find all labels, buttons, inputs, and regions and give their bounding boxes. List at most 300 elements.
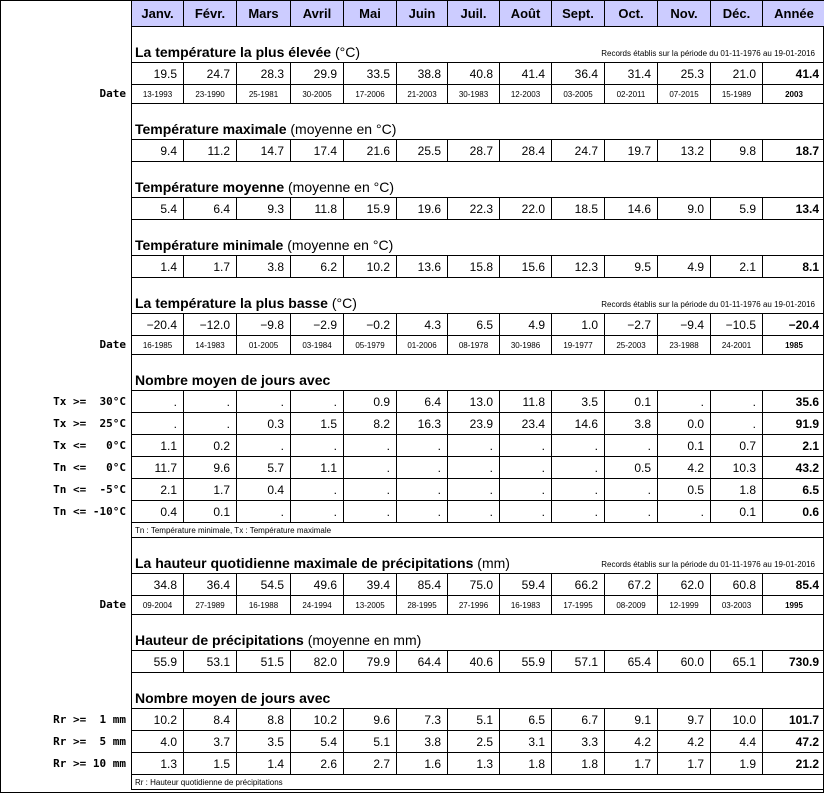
value-cell: 55.9: [500, 651, 552, 673]
value-cell: 8.4: [184, 709, 237, 731]
value-cell: 15.9: [344, 198, 397, 220]
value-cell: 43.2: [763, 457, 824, 479]
footnote: Tn : Température minimale, Tx : Température maximale: [132, 523, 824, 538]
value-cell: 6.5: [448, 314, 500, 336]
days-row: [132, 391, 824, 413]
value-cell: −9.4: [658, 314, 711, 336]
section-unit: (moyenne en °C): [288, 179, 394, 195]
value-cell: 2.1: [763, 435, 824, 457]
month-header: Mars: [237, 1, 291, 27]
value-cell: 60.8: [711, 574, 763, 596]
value-cell: 3.7: [184, 731, 237, 753]
value-cell: 16-1985: [132, 336, 184, 355]
value-cell: 4.2: [605, 731, 658, 753]
month-header: Sept.: [552, 1, 605, 27]
value-cell: 13.2: [658, 140, 711, 162]
section-title-text: Température moyenne: [135, 179, 285, 195]
value-cell: 21.2: [763, 753, 824, 775]
section-title-text: Température minimale: [135, 237, 284, 253]
value-cell: .: [552, 479, 605, 501]
note-row: [132, 523, 824, 538]
value-cell: 0.5: [658, 479, 711, 501]
value-cell: 29.9: [291, 63, 344, 85]
value-cell: −2.7: [605, 314, 658, 336]
value-cell: 9.3: [237, 198, 291, 220]
value-cell: 6.5: [763, 479, 824, 501]
value-cell: 13-1993: [132, 85, 184, 104]
value-cell: .: [552, 435, 605, 457]
value-cell: 15-1989: [711, 85, 763, 104]
value-cell: 1.8: [711, 479, 763, 501]
value-cell: 18.5: [552, 198, 605, 220]
value-cell: 1.7: [605, 753, 658, 775]
value-cell: 10.2: [344, 256, 397, 278]
value-cell: .: [291, 501, 344, 523]
month-header: Année: [763, 1, 824, 27]
value-cell: 67.2: [605, 574, 658, 596]
value-cell: 0.1: [184, 501, 237, 523]
value-cell: .: [711, 413, 763, 435]
value-cell: 10.0: [711, 709, 763, 731]
value-cell: 1.0: [552, 314, 605, 336]
month-header: Juil.: [448, 1, 500, 27]
value-cell: 55.9: [132, 651, 184, 673]
value-cell: 4.9: [658, 256, 711, 278]
value-cell: 7.3: [397, 709, 448, 731]
value-row: [132, 314, 824, 336]
value-cell: 5.1: [448, 709, 500, 731]
month-header: Févr.: [184, 1, 237, 27]
date-row: [132, 596, 824, 615]
value-cell: 31.4: [605, 63, 658, 85]
value-cell: .: [184, 413, 237, 435]
value-cell: 13.4: [763, 198, 824, 220]
value-cell: 30-1986: [500, 336, 552, 355]
section-title: [132, 27, 824, 63]
value-row: [132, 574, 824, 596]
value-cell: 8.8: [237, 709, 291, 731]
value-cell: .: [500, 501, 552, 523]
value-cell: 27-1989: [184, 596, 237, 615]
month-header: Août: [500, 1, 552, 27]
value-cell: 17-2006: [344, 85, 397, 104]
value-cell: −10.5: [711, 314, 763, 336]
value-cell: .: [448, 457, 500, 479]
value-cell: 09-2004: [132, 596, 184, 615]
value-cell: .: [552, 501, 605, 523]
row-label: Tx >= 25°C: [53, 416, 126, 430]
value-cell: 1.5: [184, 753, 237, 775]
section-title-row: [132, 538, 824, 574]
value-cell: 24.7: [184, 63, 237, 85]
value-cell: 18.7: [763, 140, 824, 162]
value-cell: −0.2: [344, 314, 397, 336]
value-cell: 41.4: [763, 63, 824, 85]
section-unit: (moyenne en °C): [290, 121, 397, 137]
month-header: Mai: [344, 1, 397, 27]
value-cell: 36.4: [184, 574, 237, 596]
value-cell: 17.4: [291, 140, 344, 162]
record-period-note: Records établis sur la période du 01-11-1976 au 19-01-2016: [601, 560, 815, 569]
value-cell: .: [237, 501, 291, 523]
value-cell: 9.8: [711, 140, 763, 162]
days-row: [132, 435, 824, 457]
value-cell: 5.9: [711, 198, 763, 220]
value-cell: 0.5: [605, 457, 658, 479]
value-cell: 03-2003: [711, 596, 763, 615]
value-cell: 16-1983: [500, 596, 552, 615]
value-cell: 8.2: [344, 413, 397, 435]
value-cell: 10.2: [291, 709, 344, 731]
value-cell: 11.8: [500, 391, 552, 413]
value-cell: 01-2006: [397, 336, 448, 355]
days-row: [132, 753, 824, 775]
value-cell: .: [552, 457, 605, 479]
value-cell: 2.1: [711, 256, 763, 278]
value-cell: 25.5: [397, 140, 448, 162]
value-cell: 23.4: [500, 413, 552, 435]
value-cell: 6.4: [184, 198, 237, 220]
value-cell: 25-1981: [237, 85, 291, 104]
value-cell: 40.6: [448, 651, 500, 673]
value-cell: 2.7: [344, 753, 397, 775]
value-cell: 1.4: [132, 256, 184, 278]
section-title-text: La hauteur quotidienne maximale de précipitations: [135, 555, 474, 571]
value-cell: 21.6: [344, 140, 397, 162]
value-cell: 08-1978: [448, 336, 500, 355]
value-cell: 35.6: [763, 391, 824, 413]
value-cell: 21.0: [711, 63, 763, 85]
value-cell: 3.8: [397, 731, 448, 753]
value-cell: 6.2: [291, 256, 344, 278]
value-cell: 1.4: [237, 753, 291, 775]
value-cell: 4.2: [658, 731, 711, 753]
value-cell: .: [658, 391, 711, 413]
value-cell: .: [237, 391, 291, 413]
value-cell: 64.4: [397, 651, 448, 673]
value-cell: 24-2001: [711, 336, 763, 355]
row-label: Date: [99, 87, 126, 100]
value-cell: 30-2005: [291, 85, 344, 104]
value-cell: 3.1: [500, 731, 552, 753]
value-cell: .: [132, 413, 184, 435]
section-title-row: [132, 27, 824, 63]
value-cell: 5.1: [344, 731, 397, 753]
row-label: Rr >= 5 mm: [53, 734, 126, 748]
value-cell: 13.6: [397, 256, 448, 278]
date-row: [132, 85, 824, 104]
value-cell: 16-1988: [237, 596, 291, 615]
row-label: Tx <= 0°C: [53, 438, 126, 452]
value-cell: .: [500, 479, 552, 501]
value-cell: .: [500, 457, 552, 479]
section-title-row: [132, 673, 824, 709]
value-cell: 2.6: [291, 753, 344, 775]
value-cell: 12-1999: [658, 596, 711, 615]
value-cell: 28.4: [500, 140, 552, 162]
section-unit: (°C): [334, 44, 361, 60]
value-cell: 9.6: [184, 457, 237, 479]
value-cell: 25-2003: [605, 336, 658, 355]
value-cell: 21-2003: [397, 85, 448, 104]
value-cell: 47.2: [763, 731, 824, 753]
value-cell: .: [605, 501, 658, 523]
value-cell: .: [184, 391, 237, 413]
value-cell: 0.0: [658, 413, 711, 435]
value-cell: 1995: [763, 596, 824, 615]
value-cell: 9.0: [658, 198, 711, 220]
value-cell: .: [448, 479, 500, 501]
value-cell: −12.0: [184, 314, 237, 336]
value-cell: 34.8: [132, 574, 184, 596]
value-cell: 16.3: [397, 413, 448, 435]
value-cell: 11.7: [132, 457, 184, 479]
section-title: [132, 104, 824, 140]
value-cell: 4.2: [658, 457, 711, 479]
value-cell: 4.9: [500, 314, 552, 336]
value-cell: 101.7: [763, 709, 824, 731]
section-title: [132, 538, 824, 574]
value-cell: 38.8: [397, 63, 448, 85]
value-cell: .: [397, 479, 448, 501]
value-cell: .: [448, 435, 500, 457]
value-cell: 6.4: [397, 391, 448, 413]
value-cell: 39.4: [344, 574, 397, 596]
value-cell: 19.7: [605, 140, 658, 162]
month-header-row: [132, 1, 824, 27]
value-cell: 730.9: [763, 651, 824, 673]
value-cell: 9.6: [344, 709, 397, 731]
value-row: [132, 256, 824, 278]
value-cell: 1.9: [711, 753, 763, 775]
value-cell: 17-1995: [552, 596, 605, 615]
row-label: Tn <= -10°C: [53, 504, 126, 518]
value-cell: 23-1990: [184, 85, 237, 104]
value-cell: 5.4: [291, 731, 344, 753]
value-cell: 28-1995: [397, 596, 448, 615]
value-cell: 13.0: [448, 391, 500, 413]
value-cell: 27-1996: [448, 596, 500, 615]
value-cell: 85.4: [763, 574, 824, 596]
value-cell: 11.8: [291, 198, 344, 220]
value-cell: 14.6: [552, 413, 605, 435]
value-cell: 1985: [763, 336, 824, 355]
value-cell: 1.1: [291, 457, 344, 479]
days-row: [132, 479, 824, 501]
value-cell: −2.9: [291, 314, 344, 336]
value-cell: 1.1: [132, 435, 184, 457]
value-cell: 1.6: [397, 753, 448, 775]
value-cell: .: [237, 435, 291, 457]
value-cell: 10.3: [711, 457, 763, 479]
value-cell: 01-2005: [237, 336, 291, 355]
value-cell: .: [344, 435, 397, 457]
section-unit: (mm): [477, 555, 510, 571]
section-title-text: Température maximale: [135, 121, 287, 137]
value-cell: 19-1977: [552, 336, 605, 355]
days-row: [132, 457, 824, 479]
value-cell: 0.3: [237, 413, 291, 435]
climate-table: [131, 0, 824, 790]
value-cell: .: [658, 501, 711, 523]
days-row: [132, 501, 824, 523]
month-header: Déc.: [711, 1, 763, 27]
section-title: [132, 615, 824, 651]
value-cell: 2.5: [448, 731, 500, 753]
value-cell: 2003: [763, 85, 824, 104]
record-period-note: Records établis sur la période du 01-11-1976 au 19-01-2016: [601, 300, 815, 309]
value-cell: 0.6: [763, 501, 824, 523]
value-cell: .: [397, 435, 448, 457]
month-header: Juin: [397, 1, 448, 27]
date-row: [132, 336, 824, 355]
month-header: Nov.: [658, 1, 711, 27]
value-cell: 07-2015: [658, 85, 711, 104]
value-cell: 6.7: [552, 709, 605, 731]
section-title-row: [132, 355, 824, 391]
value-cell: 14.7: [237, 140, 291, 162]
value-cell: 1.8: [552, 753, 605, 775]
value-cell: −20.4: [132, 314, 184, 336]
value-cell: .: [397, 501, 448, 523]
value-cell: .: [344, 501, 397, 523]
value-cell: 1.3: [132, 753, 184, 775]
value-row: [132, 651, 824, 673]
value-cell: 22.3: [448, 198, 500, 220]
section-title: [132, 673, 824, 709]
value-cell: 10.2: [132, 709, 184, 731]
value-cell: 0.7: [711, 435, 763, 457]
value-cell: 54.5: [237, 574, 291, 596]
row-label: Tx >= 30°C: [53, 394, 126, 408]
value-cell: 53.1: [184, 651, 237, 673]
value-cell: 9.4: [132, 140, 184, 162]
section-title-text: Nombre moyen de jours avec: [135, 690, 331, 706]
value-cell: 12.3: [552, 256, 605, 278]
value-cell: .: [291, 435, 344, 457]
value-cell: 19.5: [132, 63, 184, 85]
value-cell: 65.4: [605, 651, 658, 673]
row-label: Date: [99, 338, 126, 351]
section-title: [132, 162, 824, 198]
section-unit: (moyenne en mm): [307, 632, 422, 648]
value-cell: 15.6: [500, 256, 552, 278]
value-cell: 9.1: [605, 709, 658, 731]
row-label: Date: [99, 598, 126, 611]
value-cell: 22.0: [500, 198, 552, 220]
section-title-row: [132, 278, 824, 314]
section-title: [132, 278, 824, 314]
value-cell: 08-2009: [605, 596, 658, 615]
value-cell: .: [448, 501, 500, 523]
value-cell: 0.4: [132, 501, 184, 523]
value-cell: 1.7: [184, 479, 237, 501]
value-cell: 57.1: [552, 651, 605, 673]
value-cell: 49.6: [291, 574, 344, 596]
value-cell: 2.1: [132, 479, 184, 501]
value-cell: 19.6: [397, 198, 448, 220]
value-cell: 66.2: [552, 574, 605, 596]
value-cell: 3.5: [237, 731, 291, 753]
value-row: [132, 198, 824, 220]
value-cell: 24-1994: [291, 596, 344, 615]
value-cell: .: [132, 391, 184, 413]
value-cell: 40.8: [448, 63, 500, 85]
value-row: [132, 140, 824, 162]
value-cell: 4.4: [711, 731, 763, 753]
value-cell: 3.8: [605, 413, 658, 435]
value-cell: .: [291, 391, 344, 413]
section-title-row: [132, 220, 824, 256]
value-cell: 41.4: [500, 63, 552, 85]
value-cell: 03-2005: [552, 85, 605, 104]
section-unit: (moyenne en °C): [287, 237, 394, 253]
value-cell: 91.9: [763, 413, 824, 435]
value-cell: 36.4: [552, 63, 605, 85]
value-cell: 4.0: [132, 731, 184, 753]
value-cell: −20.4: [763, 314, 824, 336]
value-cell: .: [344, 457, 397, 479]
value-cell: 11.2: [184, 140, 237, 162]
value-cell: 5.4: [132, 198, 184, 220]
value-cell: 75.0: [448, 574, 500, 596]
section-title: [132, 220, 824, 256]
value-cell: 1.8: [500, 753, 552, 775]
value-cell: .: [500, 435, 552, 457]
value-cell: 24.7: [552, 140, 605, 162]
value-cell: 25.3: [658, 63, 711, 85]
value-cell: 51.5: [237, 651, 291, 673]
month-header: Janv.: [132, 1, 184, 27]
value-cell: 1.3: [448, 753, 500, 775]
value-cell: 3.3: [552, 731, 605, 753]
value-cell: 4.3: [397, 314, 448, 336]
month-header: Avril: [291, 1, 344, 27]
value-cell: 23-1988: [658, 336, 711, 355]
value-cell: .: [291, 479, 344, 501]
section-title-row: [132, 162, 824, 198]
value-cell: 03-1984: [291, 336, 344, 355]
value-cell: .: [397, 457, 448, 479]
record-period-note: Records établis sur la période du 01-11-1976 au 19-01-2016: [601, 49, 815, 58]
footnote: Rr : Hauteur quotidienne de précipitations: [132, 775, 824, 790]
row-label: Rr >= 1 mm: [53, 712, 126, 726]
section-title-text: Hauteur de précipitations: [135, 632, 304, 648]
value-cell: 8.1: [763, 256, 824, 278]
value-cell: 85.4: [397, 574, 448, 596]
section-title-text: Nombre moyen de jours avec: [135, 372, 331, 388]
section-title-text: La température la plus basse: [135, 295, 328, 311]
value-cell: 0.1: [605, 391, 658, 413]
value-cell: 0.1: [711, 501, 763, 523]
value-cell: 1.5: [291, 413, 344, 435]
value-cell: .: [605, 435, 658, 457]
section-unit: (°C): [331, 295, 357, 311]
value-cell: 0.2: [184, 435, 237, 457]
value-cell: 1.7: [658, 753, 711, 775]
value-cell: 1.7: [184, 256, 237, 278]
days-row: [132, 709, 824, 731]
value-row: [132, 63, 824, 85]
value-cell: .: [711, 391, 763, 413]
value-cell: 14.6: [605, 198, 658, 220]
value-cell: .: [344, 479, 397, 501]
days-row: [132, 731, 824, 753]
value-cell: 23.9: [448, 413, 500, 435]
value-cell: 33.5: [344, 63, 397, 85]
days-row: [132, 413, 824, 435]
value-cell: 28.7: [448, 140, 500, 162]
